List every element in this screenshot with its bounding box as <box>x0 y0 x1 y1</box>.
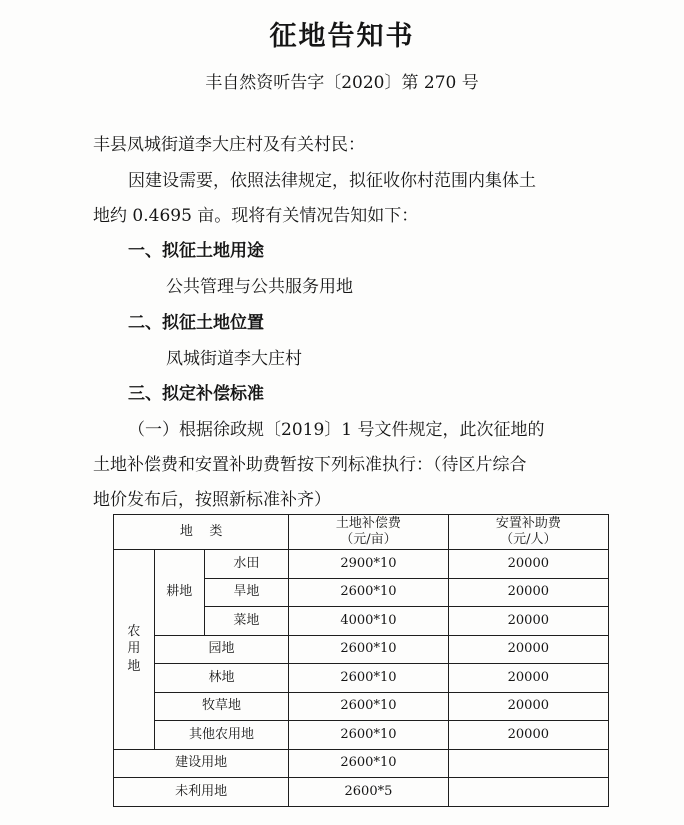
standard-line-3: 地价发布后，按照新标准补齐） <box>93 490 331 510</box>
table-row <box>114 664 609 693</box>
intro-line-2: 地约 0.4695 亩。现将有关情况告知如下： <box>93 206 419 226</box>
resettle-cell: 20000 <box>448 635 608 664</box>
compensation-table <box>113 514 609 807</box>
land-comp-cell: 2600*10 <box>289 635 448 664</box>
land-type-cell: 园地 <box>154 635 288 664</box>
header-land-type: 地 类 <box>114 515 289 550</box>
agricultural-land-cell <box>114 550 155 750</box>
header-land-compensation-label: 土地补偿费 <box>335 516 401 532</box>
resettle-cell: 20000 <box>448 607 608 636</box>
section-2-heading: 二、拟征土地位置 <box>128 313 264 333</box>
table-row <box>114 721 609 750</box>
header-land-compensation-unit: （元/亩） <box>340 532 397 547</box>
resettle-cell <box>448 778 608 807</box>
resettle-cell: 20000 <box>448 721 608 750</box>
land-comp-cell: 2600*10 <box>289 749 448 778</box>
land-comp-cell: 2900*10 <box>289 550 448 579</box>
land-type-cell: 未利用地 <box>114 778 289 807</box>
document-title: 征地告知书 <box>269 21 415 52</box>
land-comp-cell: 2600*10 <box>289 664 448 693</box>
table-row <box>114 550 609 579</box>
resettle-cell <box>448 749 608 778</box>
table-row <box>114 635 609 664</box>
land-type-cell: 水田 <box>204 550 289 579</box>
section-1-content: 公共管理与公共服务用地 <box>166 277 353 297</box>
section-2-content: 凤城街道李大庄村 <box>166 349 302 369</box>
land-type-cell: 牧草地 <box>154 692 288 721</box>
land-comp-cell: 2600*5 <box>289 778 448 807</box>
agricultural-land-label: 农用地 <box>127 623 141 675</box>
land-comp-cell: 4000*10 <box>289 607 448 636</box>
section-3-heading: 三、拟定补偿标准 <box>128 384 264 404</box>
header-land-compensation <box>289 515 448 550</box>
table-row <box>114 749 609 778</box>
header-resettlement <box>448 515 608 550</box>
table-header-row <box>114 515 609 550</box>
header-resettlement-label: 安置补助费 <box>495 516 561 532</box>
resettle-cell: 20000 <box>448 550 608 579</box>
section-1-heading: 一、拟征土地用途 <box>128 241 264 261</box>
land-comp-cell: 2600*10 <box>289 578 448 607</box>
table-row <box>114 778 609 807</box>
header-resettlement-unit: （元/人） <box>500 532 557 547</box>
resettle-cell: 20000 <box>448 578 608 607</box>
intro-line-1: 因建设需要，依照法律规定，拟征收你村范围内集体土 <box>128 171 536 191</box>
document-number: 丰自然资听告字〔2020〕第 270 号 <box>205 73 479 93</box>
table-row <box>114 692 609 721</box>
addressee: 丰县凤城街道李大庄村及有关村民： <box>93 135 365 155</box>
resettle-cell: 20000 <box>448 692 608 721</box>
cultivated-land-label: 耕地 <box>154 550 204 636</box>
land-type-cell: 旱地 <box>204 578 289 607</box>
land-type-cell: 建设用地 <box>114 749 289 778</box>
resettle-cell: 20000 <box>448 664 608 693</box>
land-type-cell: 其他农用地 <box>154 721 288 750</box>
land-type-cell: 林地 <box>154 664 288 693</box>
land-comp-cell: 2600*10 <box>289 721 448 750</box>
land-type-cell: 菜地 <box>204 607 289 636</box>
standard-line-1: （一）根据徐政规〔2019〕1 号文件规定，此次征地的 <box>128 420 545 440</box>
land-comp-cell: 2600*10 <box>289 692 448 721</box>
standard-line-2: 土地补偿费和安置补助费暂按下列标准执行：（待区片综合 <box>93 455 527 475</box>
